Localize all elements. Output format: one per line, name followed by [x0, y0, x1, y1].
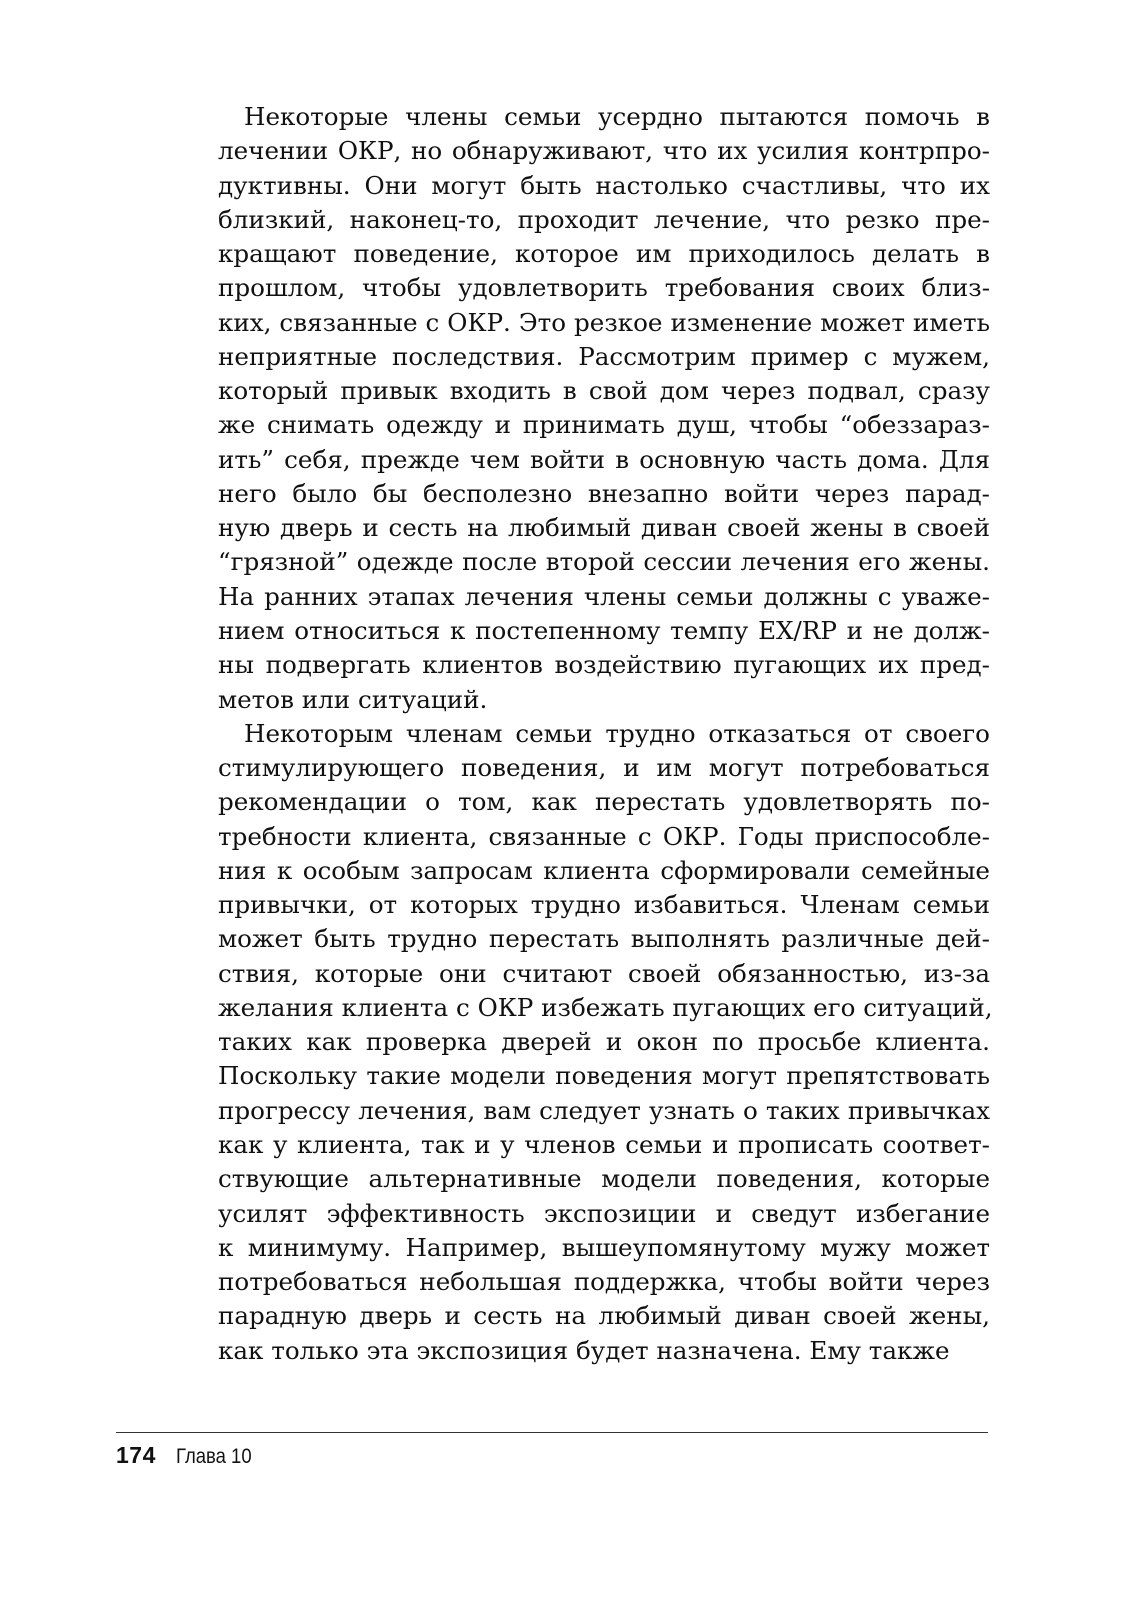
text-line: привычки, от которых трудно избавиться. Членам семьи: [218, 890, 990, 920]
text-line: же снимать одежду и принимать душ, чтобы “обеззараз-: [218, 410, 990, 440]
text-line: парадную дверь и сесть на любимый диван своей жены,: [218, 1301, 990, 1331]
text-line: ить” себя, прежде чем войти в основную часть дома. Для: [218, 444, 990, 474]
page-footer: [116, 1440, 262, 1470]
text-line: к минимуму. Например, вышеупомянутому мужу может: [218, 1232, 990, 1262]
text-line: ны подвергать клиентов воздействию пугающих их пред-: [218, 650, 990, 680]
text-line: потребоваться небольшая поддержка, чтобы войти через: [218, 1267, 990, 1297]
paragraph: [218, 717, 993, 1368]
chapter-label: Глава 10: [176, 1445, 252, 1468]
text-line: метов или ситуаций.: [218, 684, 488, 714]
text-line: прошлом, чтобы удовлетворить требования своих близ-: [218, 273, 990, 303]
text-line: требности клиента, связанные с ОКР. Годы приспособле-: [218, 821, 990, 851]
text-line: усилят эффективность экспозиции и сведут избегание: [218, 1198, 990, 1228]
text-line: ких, связанные с ОКР. Это резкое изменение может иметь: [218, 307, 990, 337]
text-line: который привык входить в свой дом через подвал, сразу: [218, 376, 990, 406]
page-number: 174: [116, 1442, 156, 1468]
text-line: неприятные последствия. Рассмотрим пример с мужем,: [218, 341, 990, 371]
text-line: прогрессу лечения, вам следует узнать о таких привычках: [218, 1095, 990, 1125]
text-line: ствующие альтернативные модели поведения, которые: [218, 1164, 990, 1194]
text-line: как у клиента, так и у членов семьи и прописать соответ-: [218, 1129, 990, 1159]
text-line: Поскольку такие модели поведения могут препятствовать: [218, 1061, 990, 1091]
paragraph: [218, 100, 990, 717]
text-line: как только эта экспозиция будет назначена. Ему также: [218, 1335, 950, 1365]
text-line: кращают поведение, которое им приходилось делать в: [218, 239, 990, 269]
text-line: рекомендации о том, как перестать удовлетворять по-: [218, 787, 990, 817]
text-line: стимулирующего поведения, и им могут потребоваться: [218, 753, 990, 783]
text-line: лечении ОКР, но обнаруживают, что их усилия контрпро-: [218, 136, 990, 166]
text-line: На ранних этапах лечения члены семьи должны с уваже-: [218, 581, 990, 611]
text-line: ствия, которые они считают своей обязанностью, из-за: [218, 958, 990, 988]
text-line: Некоторым членам семьи трудно отказаться от своего: [244, 718, 990, 748]
text-line: Некоторые члены семьи усердно пытаются помочь в: [244, 102, 990, 131]
text-line: ную дверь и сесть на любимый диван своей жены в своей: [218, 513, 990, 543]
text-line: желания клиента с ОКР избежать пугающих его ситуаций,: [218, 992, 993, 1022]
text-line: близкий, наконец-то, проходит лечение, что резко пре-: [218, 204, 990, 234]
text-line: может быть трудно перестать выполнять различные дей-: [218, 924, 990, 954]
body-text: [218, 100, 993, 1368]
text-line: “грязной” одежде после второй сессии лечения его жены.: [218, 547, 990, 577]
footer-rule: [116, 1432, 988, 1433]
text-line: него было бы бесполезно внезапно войти через парад-: [218, 478, 990, 508]
text-line: дуктивны. Они могут быть настолько счастливы, что их: [218, 170, 990, 200]
text-line: нием относиться к постепенному темпу EX/RP и не долж-: [218, 615, 990, 645]
text-line: ния к особым запросам клиента сформировали семейные: [218, 855, 990, 885]
text-line: таких как проверка дверей и окон по просьбе клиента.: [218, 1027, 990, 1057]
